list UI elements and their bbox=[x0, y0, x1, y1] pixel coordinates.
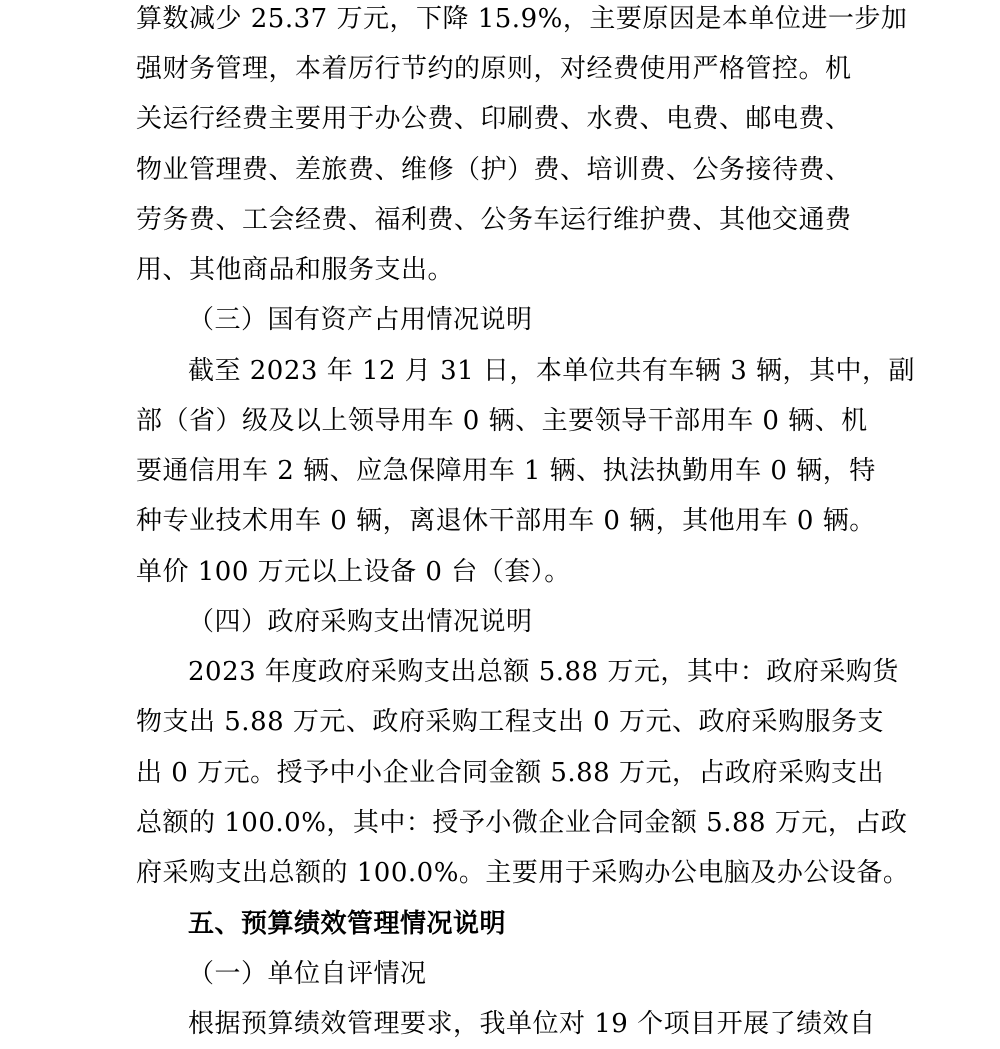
paragraph-line: 要通信用车 2 辆、应急保障用车 1 辆、执法执勤用车 0 辆，特 bbox=[136, 456, 876, 486]
paragraph-line: 用、其他商品和服务支出。 bbox=[136, 255, 455, 285]
paragraph-line: 物业管理费、差旅费、维修（护）费、培训费、公务接待费、 bbox=[136, 155, 852, 185]
paragraph-line: 关运行经费主要用于办公费、印刷费、水费、电费、邮电费、 bbox=[136, 104, 852, 134]
subsection-heading-self-evaluation: （一）单位自评情况 bbox=[188, 959, 427, 989]
section-heading-state-assets: （三）国有资产占用情况说明 bbox=[188, 305, 533, 335]
paragraph-line: 出 0 万元。授予中小企业合同金额 5.88 万元，占政府采购支出 bbox=[136, 758, 884, 788]
paragraph-line: 府采购支出总额的 100.0%。主要用于采购办公电脑及办公设备。 bbox=[136, 858, 910, 888]
paragraph-line: 截至 2023 年 12 月 31 日，本单位共有车辆 3 辆，其中，副 bbox=[188, 356, 915, 386]
paragraph-line: 劳务费、工会经费、福利费、公务车运行维护费、其他交通费 bbox=[136, 205, 852, 235]
paragraph-line: 单价 100 万元以上设备 0 台（套）。 bbox=[136, 557, 571, 587]
paragraph-line: 部（省）级及以上领导用车 0 辆、主要领导干部用车 0 辆、机 bbox=[136, 406, 868, 436]
paragraph-line: 种专业技术用车 0 辆，离退休干部用车 0 辆，其他用车 0 辆。 bbox=[136, 506, 876, 536]
paragraph-line: 2023 年度政府采购支出总额 5.88 万元，其中：政府采购货 bbox=[188, 657, 899, 687]
section-heading-performance: 五、预算绩效管理情况说明 bbox=[188, 909, 507, 939]
paragraph-line: 根据预算绩效管理要求，我单位对 19 个项目开展了绩效自 bbox=[188, 1009, 876, 1039]
section-heading-procurement: （四）政府采购支出情况说明 bbox=[188, 607, 533, 637]
paragraph-line: 物支出 5.88 万元、政府采购工程支出 0 万元、政府采购服务支 bbox=[136, 707, 884, 737]
paragraph-line: 算数减少 25.37 万元，下降 15.9%，主要原因是本单位进一步加 bbox=[136, 4, 908, 34]
paragraph-line: 强财务管理，本着厉行节约的原则，对经费使用严格管控。机 bbox=[136, 54, 852, 84]
paragraph-line: 总额的 100.0%，其中：授予小微企业合同金额 5.88 万元，占政 bbox=[136, 808, 908, 838]
